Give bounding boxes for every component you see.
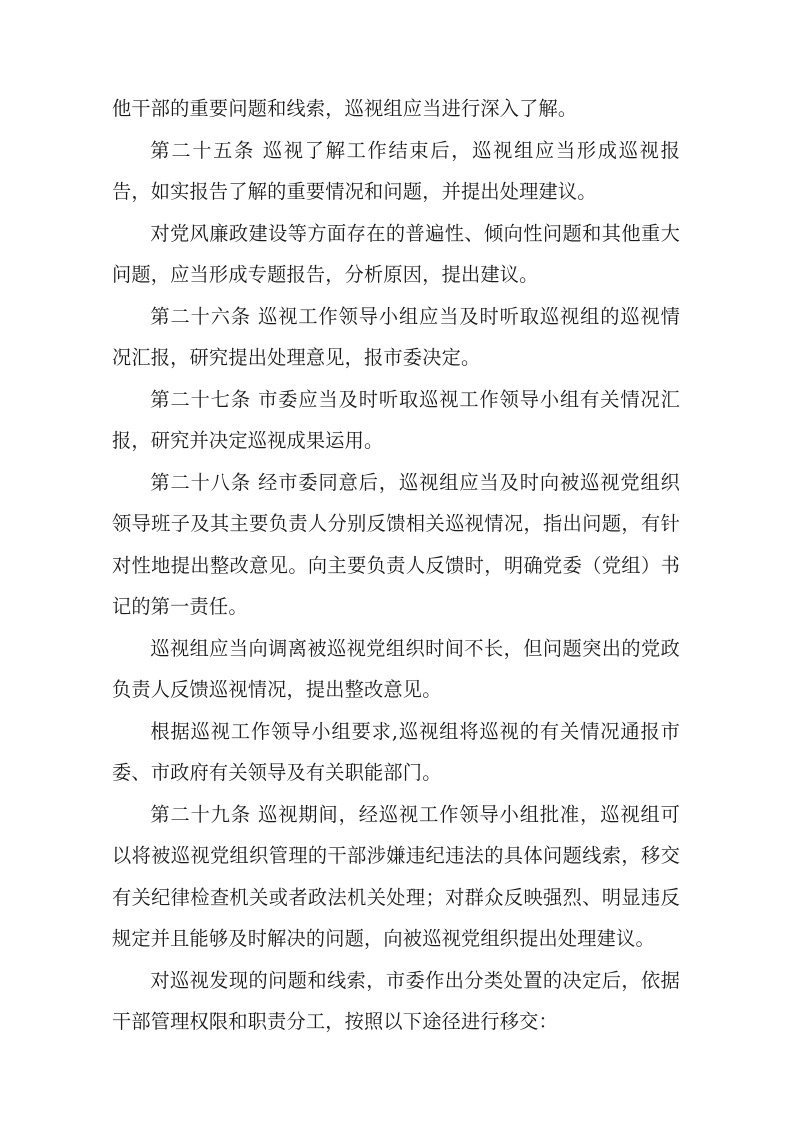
paragraph: 对巡视发现的问题和线索，市委作出分类处置的决定后，依据干部管理权限和职责分工，按照以下途径进行移交： <box>112 968 680 1033</box>
paragraph: 第二十九条 巡视期间，经巡视工作领导小组批准，巡视组可以将被巡视党组织管理的干部涉嫌违纪违法的具体问题线索，移交有关纪律检查机关或者政法机关处理；对群众反映强烈、明显违反规定并且能够及时解决的问题，向被巡视党组织提出处理建议。 <box>112 802 680 950</box>
paragraph: 第二十五条 巡视了解工作结束后，巡视组应当形成巡视报告，如实报告了解的重要情况和问题，并提出处理建议。 <box>112 138 680 203</box>
paragraph: 巡视组应当向调离被巡视党组织时间不长，但问题突出的党政负责人反馈巡视情况，提出整改意见。 <box>112 636 680 701</box>
paragraph: 根据巡视工作领导小组要求,巡视组将巡视的有关情况通报市委、市政府有关领导及有关职能部门。 <box>112 719 680 784</box>
paragraph: 第二十七条 市委应当及时听取巡视工作领导小组有关情况汇报，研究并决定巡视成果运用。 <box>112 387 680 452</box>
paragraph: 第二十八条 经市委同意后，巡视组应当及时向被巡视党组织领导班子及其主要负责人分别反馈相关巡视情况，指出问题，有针对性地提出整改意见。向主要负责人反馈时，明确党委（党组）书记的第一责任。 <box>112 470 680 618</box>
paragraph: 他干部的重要问题和线索，巡视组应当进行深入了解。 <box>112 97 578 120</box>
paragraph: 对党风廉政建设等方面存在的普遍性、倾向性问题和其他重大问题，应当形成专题报告，分析原因，提出建议。 <box>112 221 680 286</box>
document-body <box>112 88 680 1043</box>
paragraph: 第二十六条 巡视工作领导小组应当及时听取巡视组的巡视情况汇报，研究提出处理意见，报市委决定。 <box>112 304 680 369</box>
